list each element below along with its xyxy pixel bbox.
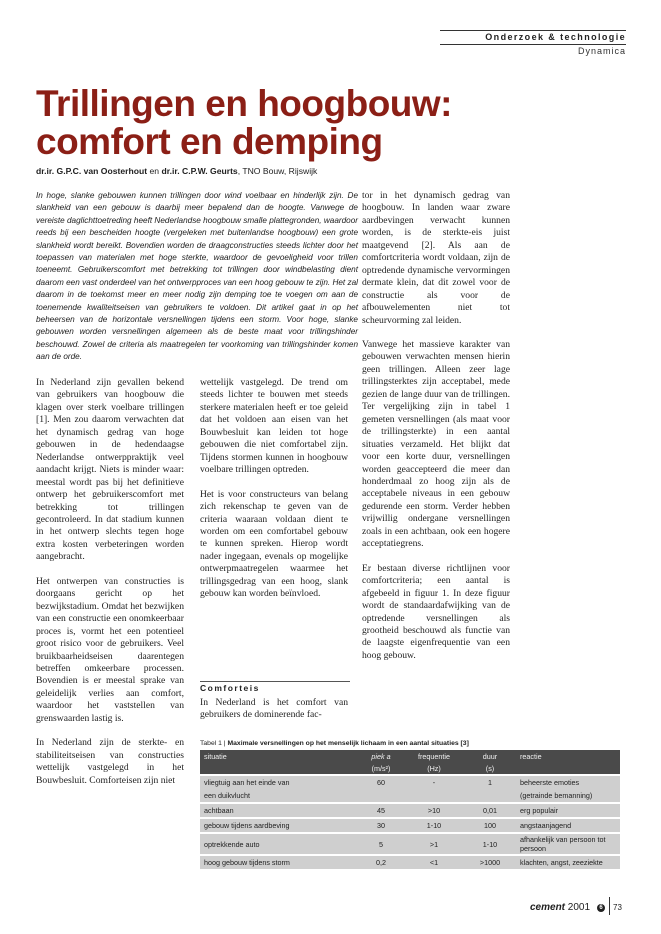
table-row (200, 789, 620, 803)
author-line (36, 166, 616, 176)
article-title (36, 85, 556, 161)
section-subheading: Comforteis (200, 683, 260, 693)
body-column-1 (36, 377, 184, 799)
table-cell: 1-10 (464, 833, 516, 855)
table-cell: erg populair (516, 803, 620, 818)
paragraph: tor in het dynamisch gedrag van hoogbouw. In landen waar zware aardbevingen verwacht kunnen worden, is de sterkte-eis juist maatgevend [2]. Als aan de comfortcriteria wordt voldaan, zijn de optredende dynamische vervormingen dermate klein, dat dit zowel voor de constructie als voor de afbouwelementen niet tot scheurvorming zal leiden. (362, 190, 510, 326)
intro-text: In hoge, slanke gebouwen kunnen trillingen door wind voelbaar en hinderlijk zijn. De slankheid van een gebouw is daarbij meer bepalend dan de hoogte. Vanwege de vereiste daglichttoetreding heeft Nederlandse hoogbouw smalle plattegronden, waardoor reeds bij een bescheiden hoogte (vergeleken met buitenlandse hoogbouw) een grote slankheid wordt bereikt. Bovendien worden de draagconstructies steeds lichter door het toepassen van materialen met hoge sterkte, waardoor de gevoeligheid voor trillen toeneemt. Gebruikerscomfort met betrekking tot trillingen door windbelasting dient daarom een vast onderdeel van het ontwerpproces van een hoog gebouw te zijn. Het zal daarom in de toekomst meer en meer nodig zijn demping toe te voegen om aan de toenemende kwaliteitseisen van gebruikers te voldoen. Dit artikel gaat in op het beheersen van de horizontale versnellingen tijdens een storm. Voor hoge, slanke gebouwen worden versnellingen algemeen als de beste maat voor trillingshinder beschouwd. Zowel de criteria als maatregelen ter voorkoming van trillingshinder komen aan de orde. (36, 191, 358, 362)
section-label: Onderzoek & technologie (485, 32, 626, 42)
table-cell: >10 (404, 803, 464, 818)
table-unit: (s) (464, 763, 516, 775)
table-header: situatie (200, 750, 358, 763)
table-cell: 1 (464, 775, 516, 789)
table-row (200, 818, 620, 833)
paragraph: Er bestaan diverse richtlijnen voor comfortcriteria; een aantal is afgebeeld in figuur 1. In deze figuur wordt de standaardafwijking van de optredende versnellingen als grootheid beschouwd als functie van de laagste eigenfrequentie van een hoog gebouw. (362, 562, 510, 661)
table-unit: (m/s²) (358, 763, 404, 775)
body-column-2-continued (200, 697, 348, 734)
table-row (200, 855, 620, 869)
table-unit (516, 763, 620, 775)
table-cell: (getrainde bemanning) (516, 789, 620, 803)
table-cell: afhankelijk van persoon tot persoon (516, 833, 620, 855)
author-affiliation: , TNO Bouw, Rijswijk (237, 166, 318, 176)
table-header: duur (464, 750, 516, 763)
footer-brand: cement (530, 902, 566, 913)
intro-lead (36, 190, 358, 364)
table-cell: 0,01 (464, 803, 516, 818)
title-line-1: Trillingen en hoogbouw: (36, 83, 453, 124)
table-caption-label: Tabel 1 | (200, 740, 228, 747)
table-cell: 1-10 (404, 818, 464, 833)
table-row (200, 833, 620, 855)
subsection-label: Dynamica (577, 46, 626, 56)
paragraph: Vanwege het massieve karakter van gebouwen verwachten mensen hierin geen trillingen. Alleen zeer lage trillingsterktes zijn acceptabel, mede gezien de lange duur van de trillingen. Ter vergelijking zijn in tabel 1 gemeten versnellingen (als maat voor de trillingsterkte) in een aantal situaties verzameld. Het blijkt dat voor een korte duur, versnellingen worden geaccepteerd die meer dan honderdmaal zo hoog zijn als de acceptabele niveaus in een gebouw gedurende een storm. Verder hebben vrijwillig ondergane versnellingen zoals in een achtbaan, ook een hogere acceptatiegrens. (362, 338, 510, 550)
table-cell: optrekkende auto (200, 833, 358, 855)
footer-publication (530, 902, 590, 913)
issue-badge (597, 904, 605, 912)
table-row (200, 803, 620, 818)
table-cell: angstaanjagend (516, 818, 620, 833)
table-cell (404, 789, 464, 803)
paragraph: In Nederland zijn gevallen bekend van gebruikers van hoogbouw die klagen over sterk voelbare trillingen [1]. Men zou daarom verwachten dat het dynamisch gedrag van hoge gebouwen in de hedendaagse Nederlandse ontwerppraktijk veel aandacht krijgt. Niets is minder waar: meestal wordt pas bij het definitieve ontwerp het gebruikerscomfort met betrekking tot trillingen gecontroleerd. In dat stadium kunnen in het ontwerp slechts tegen hoge extra kosten verbeteringen worden aangebracht. (36, 377, 184, 563)
table-cell: 5 (358, 833, 404, 855)
table-cell: 30 (358, 818, 404, 833)
footer-year: 2001 (567, 902, 591, 913)
table-cell: >1 (404, 833, 464, 855)
paragraph: wettelijk vastgelegd. De trend om steeds lichter te bouwen met steeds sterkere materialen heeft er toe geleid dat het voldoen aan eisen van het Bouwbesluit kan leiden tot hoge gebouwen die niet comfortabel zijn. Tijdens stormen kunnen in hoogbouw voelbare trillingen optreden. (200, 377, 348, 476)
header-rule (440, 30, 626, 31)
table-unit (200, 763, 358, 775)
header-rule-lower (440, 44, 626, 45)
table-cell: hoog gebouw tijdens storm (200, 855, 358, 869)
author-1: dr.ir. G.P.C. van Oosterhout (36, 166, 148, 176)
paragraph: Het ontwerpen van constructies is doorgaans gericht op het bezwijkstadium. Omdat het bezwijken van een constructie een onomkeerbaar proces is, vormt het een potentieel groot risico voor de gebruikers. Veel bruikbaarheidseisen daarentegen betreffen omkeerbare processen. Bovendien is er meestal sprake van geleidelijk verlies aan comfort, waardoor het vaststellen van grenswaarden lastig is. (36, 575, 184, 724)
title-line-2: comfort en demping (36, 121, 383, 162)
table-row (200, 775, 620, 789)
paragraph: Het is voor constructeurs van belang zich rekenschap te geven van de criteria waaraan voldaan dient te worden om een comfortabel gebouw te kunnen spreken. Hierop wordt nader ingegaan, evenals op mogelijke ontwerpmaatregelen waarmee het trillingsgedrag van een hoog, slank gebouw kan worden beïnvloed. (200, 488, 348, 600)
table-caption-title: Maximale versnellingen op het menselijk lichaam in een aantal situaties [3] (227, 740, 469, 747)
table-cell: een duikvlucht (200, 789, 358, 803)
table-cell (358, 789, 404, 803)
body-column-3 (362, 190, 510, 674)
table-cell: vliegtuig aan het einde van (200, 775, 358, 789)
table-cell: achtbaan (200, 803, 358, 818)
body-column-2 (200, 377, 348, 613)
table-header: reactie (516, 750, 620, 763)
table-cell (464, 789, 516, 803)
table-cell: beheerste emoties (516, 775, 620, 789)
subhead-rule (200, 681, 350, 682)
table-cell: 0,2 (358, 855, 404, 869)
table-cell: klachten, angst, zeeziekte (516, 855, 620, 869)
table-cell: 100 (464, 818, 516, 833)
table-caption (200, 740, 620, 747)
acceleration-table (200, 750, 620, 869)
table-cell: >1000 (464, 855, 516, 869)
table-cell: 60 (358, 775, 404, 789)
table-header: frequentie (404, 750, 464, 763)
table-cell: <1 (404, 855, 464, 869)
table-cell: 45 (358, 803, 404, 818)
table-header: piek a (358, 750, 404, 763)
author-connector: en (147, 166, 162, 176)
paragraph: In Nederland zijn de sterkte- en stabiliteitseisen van constructies wettelijk vastgelegd in het Bouwbesluit. Comforteisen zijn niet (36, 737, 184, 786)
paragraph: In Nederland is het comfort van gebruikers de dominerende fac- (200, 697, 348, 721)
author-2: dr.ir. C.P.W. Geurts (161, 166, 238, 176)
table-cell: - (404, 775, 464, 789)
table-cell: gebouw tijdens aardbeving (200, 818, 358, 833)
table-unit: (Hz) (404, 763, 464, 775)
footer-divider (609, 897, 610, 915)
footer-issue: 6 (599, 905, 603, 911)
page-number: 73 (613, 903, 622, 912)
